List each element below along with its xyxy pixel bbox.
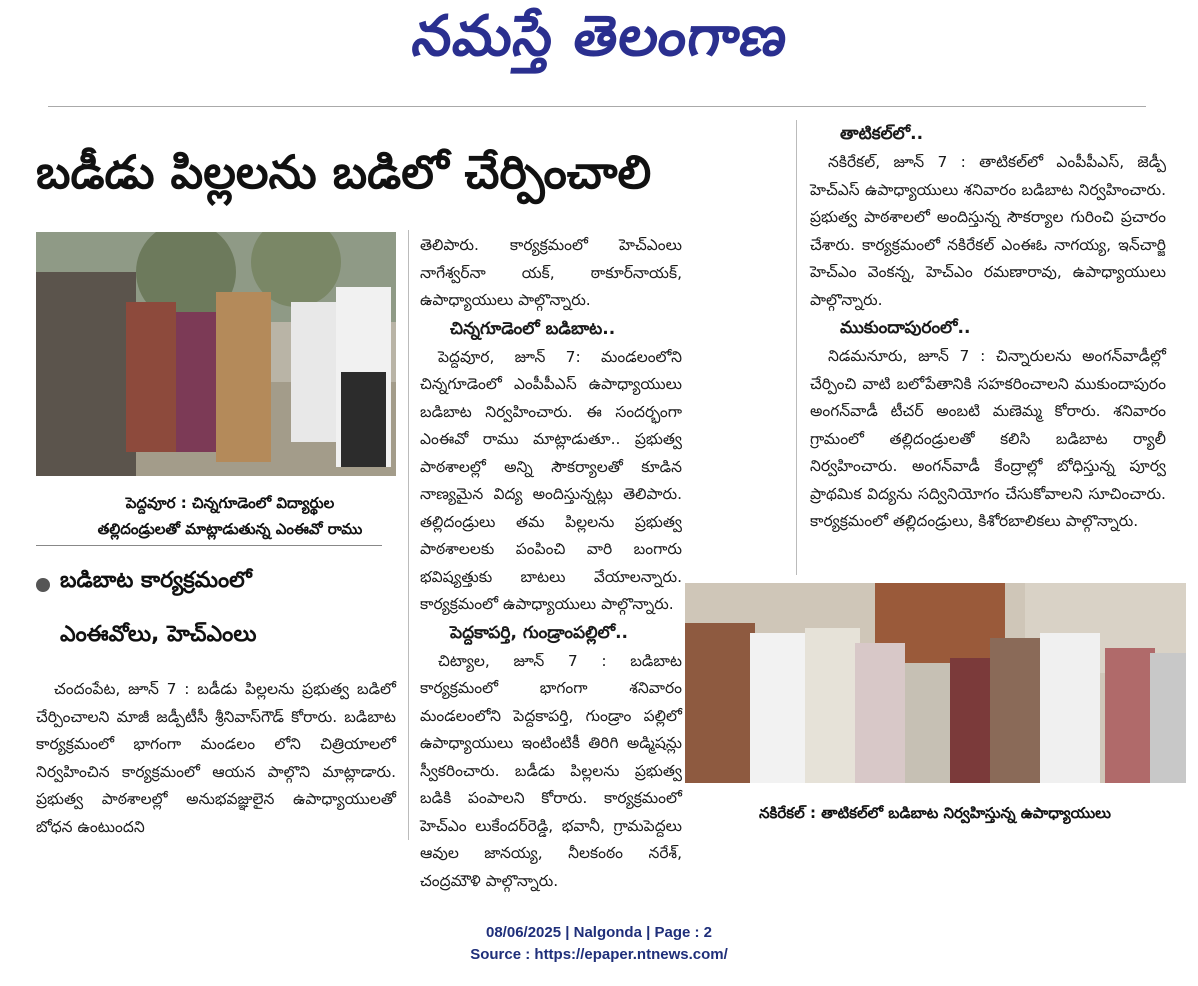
middle-subhead-1: చిన్నగూడెంలో బడిబాట.. bbox=[450, 318, 616, 339]
masthead bbox=[0, 0, 1198, 90]
left-photo-caption-line2: తల్లిదండ్రులతో మాట్లాడుతున్న ఎంఈవో రాము bbox=[97, 520, 363, 538]
right-photo-caption: నకిరేకల్ : తాటికల్‌లో బడిబాట నిర్వహిస్తున్న ఉపాధ్యాయులు bbox=[759, 804, 1111, 822]
left-photo-caption bbox=[70, 490, 390, 542]
middle-para-3: చిట్యాల, జూన్ 7 : బడిబాట కార్యక్రమంలో భాగంగా శనివారం మండలంలోని పెద్దకాపర్తి, గుండ్రాం పల్లిలో ఉపాధ్యాయులు ఇంటింటికీ తిరిగి అడ్మిషన్లు స్వీకరించారు. బడీడు పిల్లలను ప్రభుత్వ బడికి పంపాలని కోరారు. కార్యక్రమంలో హెచ్‌ఎం లుకేందర్‌రెడ్డి, భవానీ, గ్రామపెద్దలు ఆవుల జానయ్య, నీలకంఠం నరేశ్, చంద్రమౌళి పాల్గొన్నారు. bbox=[420, 651, 682, 890]
left-subhead-line2: ఎంఈవోలు, హెచ్‌ఎంలు bbox=[60, 622, 257, 647]
left-body bbox=[36, 676, 396, 841]
left-body-paragraph: చందంపేట, జూన్ 7 : బడీడు పిల్లలను ప్రభుత్వ బడిలో చేర్పించాలని మాజీ జడ్పీటీసీ శ్రీనివాస్‌గౌడ్ కోరారు. బడిబాట కార్యక్రమంలో భాగంగా మండలం లోని చిత్రియాలలో నిర్వహించిన కార్యక్రమంలో ఆయన పాల్గొని మాట్లాడారు. ప్రభుత్వ పాఠశాలల్లో అనుభవజ్ఞులైన ఉపాధ్యాయులతో బోధన ఉంటుందని bbox=[36, 680, 396, 836]
middle-column bbox=[420, 232, 682, 895]
headline: బడీడు పిల్లలను బడిలో చేర్పించాలి bbox=[36, 145, 652, 199]
column-divider-1 bbox=[408, 230, 409, 840]
footer-date-line: 08/06/2025 | Nalgonda | Page : 2 bbox=[486, 924, 712, 941]
masthead-title: నమస్తే తెలంగాణ bbox=[407, 4, 792, 69]
left-caption-rule bbox=[36, 545, 382, 546]
middle-para-2: పెద్దవూర, జూన్ 7: మండలంలోని చిన్నగూడెంలో ఎంపీపీఎస్ ఉపాధ్యాయులు బడిబాట నిర్వహించారు. ఈ సందర్భంగా ఎంఈవో రాము మాట్లాడుతూ.. ప్రభుత్వ పాఠశాలల్లో అన్ని సౌకర్యాలతో కూడిన నాణ్యమైన విద్య అందిస్తున్నట్లు తెలిపారు. తల్లిదండ్రులు తమ పిల్లలను ప్రభుత్వ పాఠశాలలకు పంపించి వారి బంగారు భవిష్యత్తుకు బాటలు వేయాలన్నారు. కార్యక్రమంలో ఉపాధ్యాయులు పాల్గొన్నారు. bbox=[420, 347, 682, 613]
right-para-2: నిడమనూరు, జూన్ 7 : చిన్నారులను అంగన్‌వాడీల్లో చేర్పించి వాటి బలోపేతానికి సహకరించాలని ముకుందాపురం అంగన్‌వాడీ టీచర్ అంబటి మణెమ్మ కోరారు. శనివారం గ్రామంలో తల్లిదండ్రులతో కలిసి బడిబాట ర్యాలీ నిర్వహించారు. అంగన్‌వాడీ కేంద్రాల్లో బోధిస్తున్న పూర్వ ప్రాథమిక విద్యను సద్వినియోగం చేసుకోవాలని సూచించారు. కార్యక్రమంలో తల్లిదండ్రులు, కిశోరబాలికలు పాల్గొన్నారు. bbox=[810, 347, 1166, 530]
middle-para-1: తెలిపారు. కార్యక్రమంలో హెచ్‌ఎంలు నాగేశ్వర్‌నా యక్, ఠాకూర్‌నాయక్, ఉపాధ్యాయులు పాల్గొన్నారు. bbox=[420, 236, 682, 309]
right-column bbox=[810, 120, 1166, 536]
right-subhead-1: తాటికల్‌లో.. bbox=[840, 124, 924, 144]
right-photo bbox=[685, 583, 1186, 783]
middle-subhead-2: పెద్దకాపర్తి, గుండ్రాంపల్లిలో.. bbox=[450, 622, 628, 643]
bullet-icon bbox=[36, 578, 50, 592]
footer-source-line: Source : https://epaper.ntnews.com/ bbox=[470, 946, 728, 963]
right-subhead-2: ముకుందాపురంలో.. bbox=[840, 318, 971, 338]
left-subhead-line1: బడిబాట కార్యక్రమంలో bbox=[60, 568, 252, 593]
left-photo-caption-line1: పెద్దవూర : చిన్నగూడెంలో విద్యార్థుల bbox=[125, 494, 335, 512]
left-photo bbox=[36, 232, 396, 476]
right-para-1: నకిరేకల్, జూన్ 7 : తాటికల్‌లో ఎంపీపీఎస్, జెడ్పీ హెచ్‌ఎస్ ఉపాధ్యాయులు శనివారం బడిబాట నిర్వహించారు. ప్రభుత్వ పాఠశాలలో అందిస్తున్న సౌకర్యాల గురించి ప్రచారం చేశారు. కార్యక్రమంలో నకిరేకల్ ఎంఈఓ నాగయ్య, ఇన్‌చార్జి హెచ్‌ఎం వెంకన్న, హెచ్‌ఎం రమణారావు, ఉపాధ్యాయులు పాల్గొన్నారు. bbox=[810, 153, 1166, 309]
column-divider-2 bbox=[796, 120, 797, 575]
top-rule bbox=[48, 106, 1146, 107]
